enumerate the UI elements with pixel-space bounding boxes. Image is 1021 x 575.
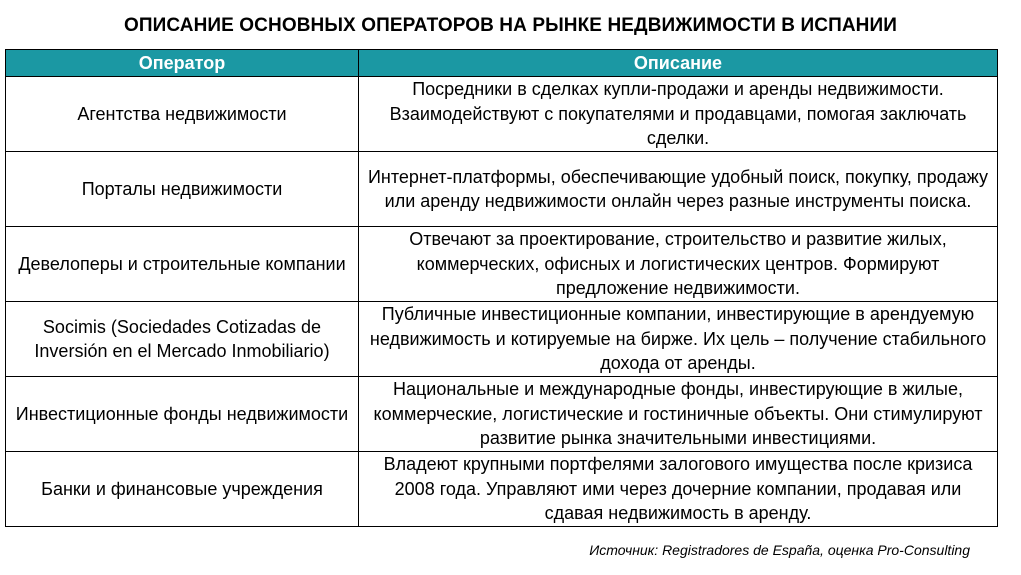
description-cell: Посредники в сделках купли-продажи и аренды недвижимости. Взаимодействуют с покупателями и продавцами, помогая заключать сделки. <box>359 77 998 152</box>
table-header-row <box>6 50 998 77</box>
operator-cell: Банки и финансовые учреждения <box>6 452 359 527</box>
description-cell: Владеют крупными портфелями залогового имущества после кризиса 2008 года. Управляют ими через дочерние компании, продавая или сдавая недвижимость в аренду. <box>359 452 998 527</box>
description-cell: Публичные инвестиционные компании, инвестирующие в арендуемую недвижимость и котируемые на бирже. Их цель – получение стабильного дохода от аренды. <box>359 302 998 377</box>
table-row <box>6 152 998 227</box>
table-row <box>6 77 998 152</box>
table-row <box>6 302 998 377</box>
operator-cell: Порталы недвижимости <box>6 152 359 227</box>
table-row <box>6 227 998 302</box>
operator-cell: Инвестиционные фонды недвижимости <box>6 377 359 452</box>
operators-table <box>5 49 998 527</box>
description-cell: Национальные и международные фонды, инвестирующие в жилые, коммерческие, логистические и гостиничные объекты. Они стимулируют развитие рынка значительными инвестициями. <box>359 377 998 452</box>
operator-cell: Агентства недвижимости <box>6 77 359 152</box>
table-row <box>6 377 998 452</box>
source-note: Источник: Registradores de España, оценка Pro-Consulting <box>589 542 970 558</box>
column-header-description: Описание <box>359 50 998 77</box>
description-cell: Интернет-платформы, обеспечивающие удобный поиск, покупку, продажу или аренду недвижимости онлайн через разные инструменты поиска. <box>359 152 998 227</box>
operator-cell: Девелоперы и строительные компании <box>6 227 359 302</box>
operator-cell: Socimis (Sociedades Cotizadas de Inversión en el Mercado Inmobiliario) <box>6 302 359 377</box>
description-cell: Отвечают за проектирование, строительство и развитие жилых, коммерческих, офисных и логистических центров. Формируют предложение недвижимости. <box>359 227 998 302</box>
table-row <box>6 452 998 527</box>
column-header-operator: Оператор <box>6 50 359 77</box>
page-title: ОПИСАНИЕ ОСНОВНЫХ ОПЕРАТОРОВ НА РЫНКЕ НЕДВИЖИМОСТИ В ИСПАНИИ <box>124 15 897 36</box>
